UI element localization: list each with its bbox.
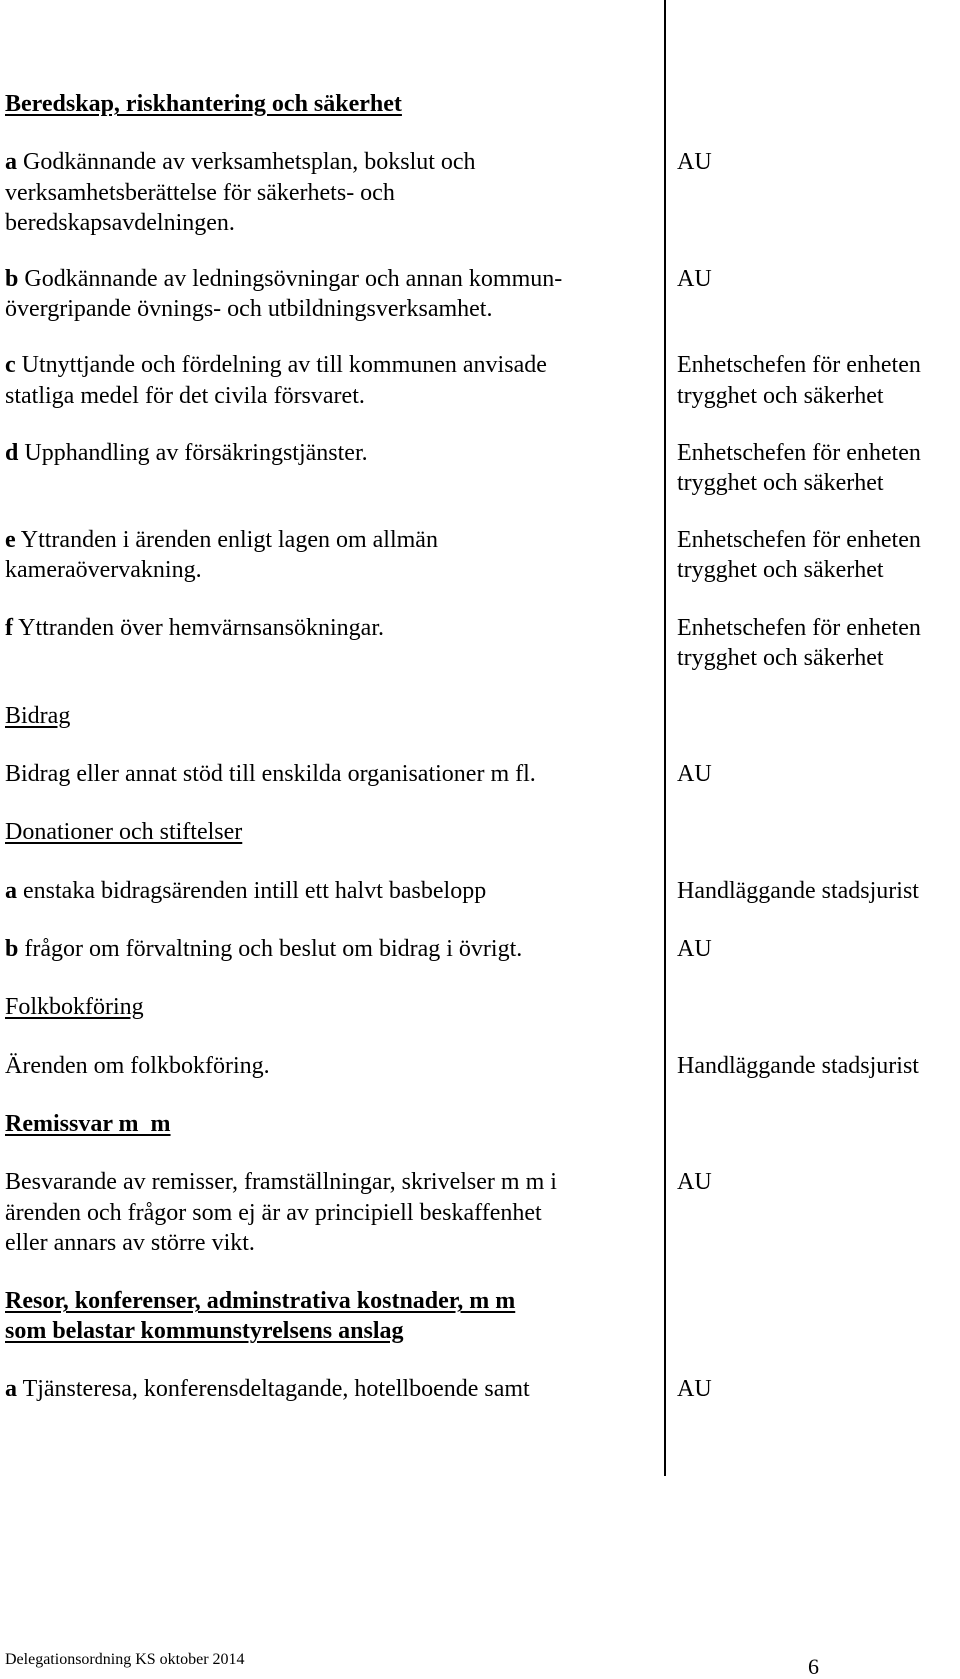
item-b-line2: övergripande övnings- och utbildningsverksamhet. [5, 296, 493, 322]
item-c-line1: c Utnyttjande och fördelning av till kommunen anvisade [5, 352, 547, 378]
remissvar-line2: ärenden och frågor som ej är av principiell beskaffenhet [5, 1200, 542, 1226]
resor-a-line1: a Tjänsteresa, konferensdeltagande, hotellboende samt [5, 1376, 530, 1402]
item-f-delegate-line1: Enhetschefen för enheten [677, 615, 921, 641]
column-divider [664, 0, 666, 1476]
remissvar-line1: Besvarande av remisser, framställningar, skrivelser m m i [5, 1169, 557, 1195]
section-heading-remissvar: Remissvar m m [5, 1111, 171, 1137]
section-heading-bidrag: Bidrag [5, 703, 71, 729]
item-d-delegate-line2: trygghet och säkerhet [677, 470, 884, 496]
donationer-a-delegate: Handläggande stadsjurist [677, 878, 919, 904]
item-c-delegate-line1: Enhetschefen för enheten [677, 352, 921, 378]
donationer-b-delegate: AU [677, 936, 712, 962]
item-e-delegate-line1: Enhetschefen för enheten [677, 527, 921, 553]
section-heading-folkbokforing: Folkbokföring [5, 994, 144, 1020]
item-b-delegate: AU [677, 266, 712, 292]
item-a-line3: beredskapsavdelningen. [5, 210, 235, 236]
remissvar-delegate: AU [677, 1169, 712, 1195]
item-c-line2: statliga medel för det civila försvaret. [5, 383, 365, 409]
section-heading-resor-line1: Resor, konferenser, adminstrativa kostnader, m m [5, 1288, 516, 1314]
folkbokforing-text: Ärenden om folkbokföring. [5, 1053, 270, 1079]
item-a-delegate: AU [677, 149, 712, 175]
section-heading-donationer: Donationer och stiftelser [5, 819, 243, 845]
section-heading-beredskap: Beredskap, riskhantering och säkerhet [5, 91, 402, 117]
item-a-line1: a Godkännande av verksamhetsplan, bokslut och [5, 149, 476, 175]
item-e-line2: kameraövervakning. [5, 557, 202, 583]
bidrag-delegate: AU [677, 761, 712, 787]
item-d-delegate-line1: Enhetschefen för enheten [677, 440, 921, 466]
item-e-delegate-line2: trygghet och säkerhet [677, 557, 884, 583]
donationer-b-line1: b frågor om förvaltning och beslut om bidrag i övrigt. [5, 936, 523, 962]
resor-a-delegate: AU [677, 1376, 712, 1402]
bidrag-text: Bidrag eller annat stöd till enskilda organisationer m fl. [5, 761, 536, 787]
footer-text: Delegationsordning KS oktober 2014 [5, 1651, 245, 1668]
item-a-line2: verksamhetsberättelse för säkerhets- och [5, 180, 395, 206]
folkbokforing-delegate: Handläggande stadsjurist [677, 1053, 919, 1079]
item-f-line1: f Yttranden över hemvärnsansökningar. [5, 615, 385, 641]
item-e-line1: e Yttranden i ärenden enligt lagen om allmän [5, 527, 438, 553]
remissvar-line3: eller annars av större vikt. [5, 1230, 255, 1256]
item-f-delegate-line2: trygghet och säkerhet [677, 645, 884, 671]
item-c-delegate-line2: trygghet och säkerhet [677, 383, 884, 409]
item-b-line1: b Godkännande av ledningsövningar och annan kommun- [5, 266, 563, 292]
item-d-line1: d Upphandling av försäkringstjänster. [5, 440, 368, 466]
page-number: 6 [808, 1654, 819, 1679]
donationer-a-line1: a enstaka bidragsärenden intill ett halvt basbelopp [5, 878, 487, 904]
section-heading-resor-line2: som belastar kommunstyrelsens anslag [5, 1318, 404, 1344]
